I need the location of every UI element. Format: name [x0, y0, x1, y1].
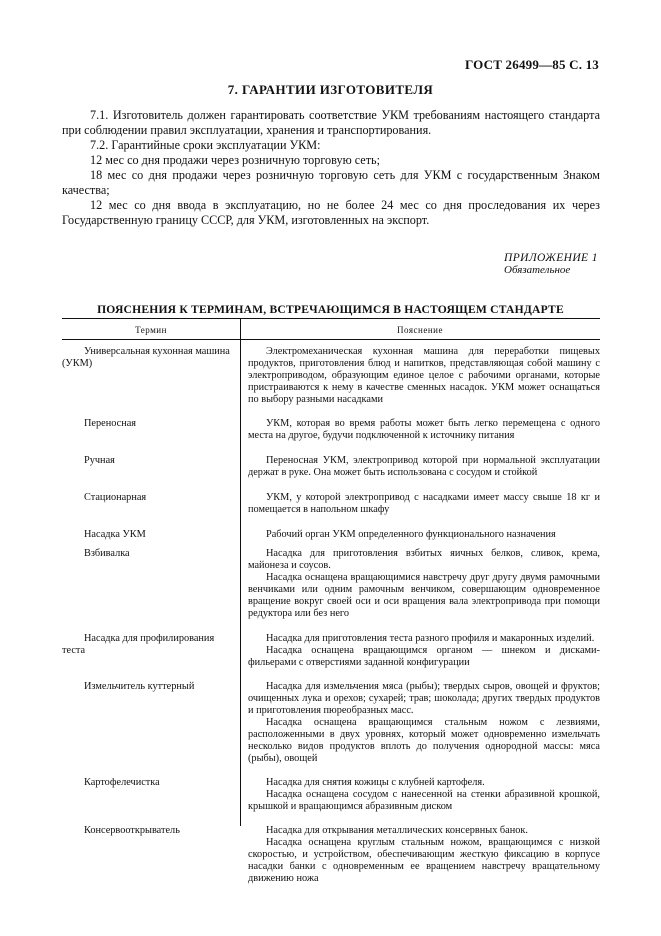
- term-text: Взбивалка: [84, 548, 130, 559]
- appendix-number: ПРИЛОЖЕНИЕ 1: [504, 252, 598, 264]
- paragraph: 7.1. Изготовитель должен гарантировать соответствие УКМ требованиям настоящего стандарта при соблюдении правил эксплуатации, хранения и транспортирования.: [62, 108, 600, 137]
- term-cell: [62, 346, 240, 406]
- term-cell: [62, 492, 240, 516]
- explanation-cell: [240, 548, 600, 620]
- explanation-text: Насадка оснащена вращающимся органом — шнеком и дисками-фильерами с отверстиями заданной конфигурации: [248, 645, 600, 668]
- appendix-label: [504, 252, 599, 276]
- table-row: [62, 455, 600, 479]
- table-row: [62, 681, 600, 765]
- term-cell: [62, 548, 240, 620]
- explanation-text: Насадка для измельчения мяса (рыбы); твердых сыров, овощей и фруктов; очищенных лука и орехов; сухарей; трав; шоколада; других твердых продуктов и приготовления пюреобразных масс.: [248, 681, 600, 716]
- table-title: ПОЯСНЕНИЯ К ТЕРМИНАМ, ВСТРЕЧАЮЩИМСЯ В НАСТОЯЩЕМ СТАНДАРТЕ: [97, 303, 564, 316]
- explanation-text: Насадка для открывания металлических консервных банок.: [266, 825, 528, 836]
- explanation-cell: [240, 418, 600, 442]
- table-row: [62, 529, 600, 541]
- explanation-text: Насадка для приготовления взбитых яичных белков, сливок, крема, майонеза и соусов.: [248, 548, 600, 571]
- term-cell: [62, 529, 240, 541]
- explanation-text: Насадка оснащена вращающимся стальным ножом с лезвиями, расположенными в двух уровнях, который может одновременно измельчать несколько видов продуктов вплоть до получения однородной массы: мяса (рыбы), овощей: [248, 717, 600, 764]
- explanation-text: Насадка оснащена сосудом с нанесенной на стенки абразивной крошкой, крышкой и вращающимся абразивным диском: [248, 789, 600, 812]
- explanation-cell: [240, 455, 600, 479]
- term-text: Насадка для профилирования теста: [62, 633, 215, 656]
- paragraph: 7.2. Гарантийные сроки эксплуатации УКМ:: [90, 138, 321, 152]
- explanation-cell: [240, 633, 600, 669]
- explanation-text: УКМ, у которой электропривод с насадками имеет массу свыше 18 кг и помещается в напольном шкафу: [248, 492, 600, 515]
- term-text: Измельчитель куттерный: [84, 681, 195, 692]
- explanation-text: Рабочий орган УКМ определенного функционального назначения: [266, 529, 556, 540]
- explanation-text: Переносная УКМ, электропривод которой при нормальной эксплуатации держат в руке. Она может быть использована с сосудом и стойкой: [248, 455, 600, 478]
- explanation-text: Насадка для приготовления теста разного профиля и макаронных изделий.: [266, 633, 595, 644]
- term-cell: [62, 681, 240, 765]
- section-body: [62, 108, 600, 228]
- table-header-rule: [62, 339, 600, 340]
- term-text: Универсальная кухонная машина (УКМ): [62, 346, 230, 369]
- column-header-term: Термин: [135, 325, 167, 335]
- running-header: ГОСТ 26499—85 С. 13: [465, 57, 599, 72]
- term-text: Ручная: [84, 455, 115, 466]
- explanation-cell: [240, 346, 600, 406]
- explanation-text: Электромеханическая кухонная машина для переработки пищевых продуктов, приготовления блюд и напитков, представляющая собой машину с электроприводом, образующим единое целое с рабочими органами, которые пристраиваются к нему в качестве сменных насадок. УКМ может оснащаться по выбору разными насадками: [248, 346, 600, 405]
- terms-table: [62, 346, 600, 885]
- term-cell: [62, 777, 240, 813]
- term-cell: [62, 455, 240, 479]
- term-cell: [62, 825, 240, 885]
- explanation-cell: [240, 777, 600, 813]
- term-text: Переносная: [84, 418, 137, 429]
- column-header-explanation: Пояснение: [397, 325, 443, 335]
- paragraph: 12 мес со дня ввода в эксплуатацию, но не более 24 мес со дня проследования их через Государственную границу СССР, для УКМ, изготовленных на экспорт.: [62, 198, 600, 227]
- explanation-cell: [240, 529, 600, 541]
- term-text: Стационарная: [84, 492, 147, 503]
- table-row: [62, 346, 600, 406]
- term-text: Консервооткрыватель: [84, 825, 180, 836]
- paragraph: 12 мес со дня продажи через розничную торговую сеть;: [90, 153, 380, 167]
- explanation-text: Насадка для снятия кожицы с клубней картофеля.: [266, 777, 485, 788]
- table-row: [62, 418, 600, 442]
- explanation-text: Насадка оснащена круглым стальным ножом, вращающимся с низкой скоростью, и устройством, обеспечивающим жесткую фиксацию в корпусе насадки банки с одновременным ее вращением навстречу вращательному движению ножа: [248, 837, 600, 884]
- explanation-cell: [240, 492, 600, 516]
- explanation-text: УКМ, которая во время работы может быть легко перемещена с одного места на другое, будучи подключенной к источнику питания: [248, 418, 600, 441]
- paragraph: 18 мес со дня продажи через розничную торговую сеть для УКМ с государственным Знаком качества;: [62, 168, 600, 197]
- explanation-cell: [240, 681, 600, 765]
- term-cell: [62, 633, 240, 669]
- table-row: [62, 825, 600, 885]
- term-text: Насадка УКМ: [84, 529, 146, 540]
- explanation-text: Насадка оснащена вращающимися навстречу друг другу двумя рамочными венчиками или одним рамочным венчиком, совершающим одновременное вращение вокруг своей оси и оси вращения вала электропривода при помощи редуктора или без него: [248, 572, 600, 619]
- table-row: [62, 548, 600, 620]
- explanation-cell: [240, 825, 600, 885]
- table-row: [62, 777, 600, 813]
- term-cell: [62, 418, 240, 442]
- table-top-rule: [62, 318, 600, 319]
- table-row: [62, 492, 600, 516]
- table-row: [62, 633, 600, 669]
- section-title: 7. ГАРАНТИИ ИЗГОТОВИТЕЛЯ: [227, 82, 434, 97]
- appendix-status: Обязательное: [504, 264, 571, 276]
- term-text: Картофелечистка: [84, 777, 160, 788]
